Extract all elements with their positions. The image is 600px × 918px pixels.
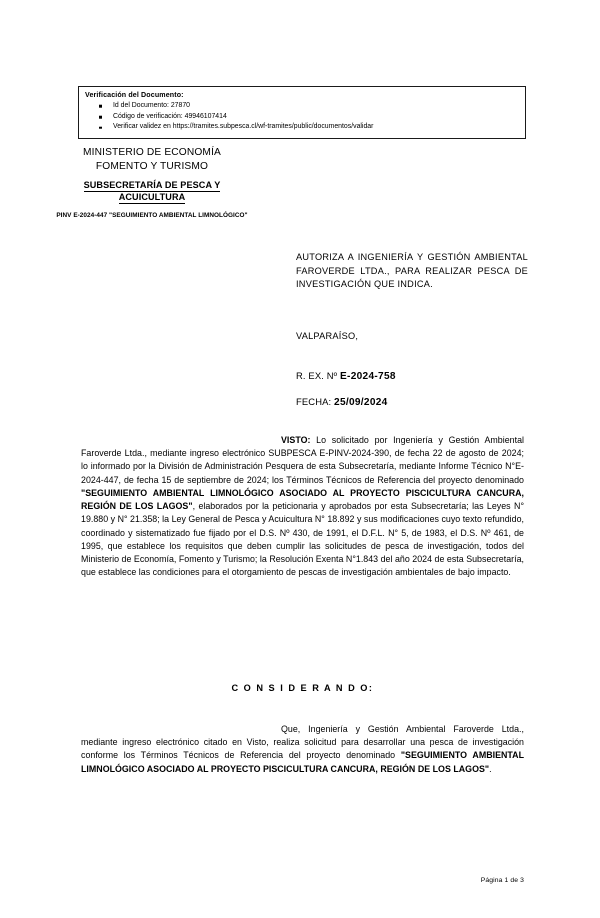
resolution-number-value: E-2024-758: [340, 371, 396, 382]
considerando-text-part-1: Que, Ingeniería y Gestión Ambiental Faroverde Ltda., mediante ingreso electrónico citado en Visto, realiza solicitud para desarrollar una pesca de investigación conforme los Términos Técnicos de Referencia del proyecto denominado: [81, 724, 524, 761]
visto-paragraph: [81, 434, 524, 579]
project-code: PINV E-2024-447 "SEGUIMIENTO AMBIENTAL LIMNOLÓGICO": [56, 211, 248, 219]
resolution-date-label: FECHA:: [296, 396, 332, 407]
resolution-number-label: R. EX. Nº: [296, 370, 338, 381]
subsecretaria-title: [36, 179, 268, 204]
subject-block: AUTORIZA A INGENIERÍA Y GESTIÓN AMBIENTAL FAROVERDE LTDA., PARA REALIZAR PESCA DE INVESTIGACIÓN QUE INDICA.: [296, 252, 528, 290]
considerando-text-part-2: .: [489, 763, 492, 774]
visto-text-part-2: , elaborados por la peticionaria y aprobados por esta Subsecretaría; las Leyes N° 19.880 y N° 21.358; la Ley General de Pesca y Acuicultura N° 18.892 y sus modificaciones cuyo texto refundido, coordinado y sistematizado fue fijado por el D.S. Nº 430, de 1991, el D.F.L. N° 5, de 1983, el D.S. Nº 461, de 1995, que establece los requisitos que deben cumplir las solicitudes de pesca de investigación, todos del Ministerio de Economía, Fomento y Turismo; la Resolución Exenta N°1.843 del año 2024 de esta Subsecretaría, que establece las condiciones para el otorgamiento de pescas de investigación ambientales de bajo impacto.: [81, 501, 524, 578]
bullet-icon: [99, 126, 102, 129]
resolution-number-line: [296, 370, 396, 382]
verification-list: [85, 101, 519, 133]
bullet-icon: [99, 105, 102, 108]
list-item: [85, 122, 519, 133]
considerando-heading: C O N S I D E R A N D O:: [231, 683, 374, 693]
resolution-date-value: 25/09/2024: [334, 397, 388, 408]
considerando-project-title: "SEGUIMIENTO AMBIENTAL LIMNOLÓGICO ASOCIADO AL PROYECTO PISCICULTURA CANCURA, REGIÓN DE LOS LAGOS": [81, 750, 525, 774]
considerando-paragraph: [81, 723, 524, 776]
subsecretaria-line-2: ACUICULTURA: [118, 192, 186, 203]
visto-text-part-1: Lo solicitado por Ingeniería y Gestión Ambiental Faroverde Ltda., mediante ingreso electrónico SUBPESCA E-PINV-2024-390, de fecha 22 de agosto de 2024; lo informado por la División de Administración Pesquera de esta Subsecretaría, mediante Informe Técnico N°E-2024-447, de fecha 15 de septiembre de 2024; los Términos Técnicos de Referencia del proyecto denominado: [81, 435, 524, 485]
list-item: [85, 112, 519, 123]
subsecretaria-line-1: SUBSECRETARÍA DE PESCA Y: [83, 180, 221, 191]
issuance-place: VALPARAÍSO,: [296, 331, 359, 341]
verification-code: Código de verificación: 49946107414: [113, 112, 227, 120]
bullet-icon: [99, 116, 102, 119]
visto-heading: VISTO:: [281, 435, 311, 445]
ministry-line-2: FOMENTO Y TURISMO: [95, 160, 209, 172]
page-indicator: Página 1 de 3: [480, 877, 524, 884]
institutional-header: [36, 146, 268, 220]
ministry-line-1: MINISTERIO DE ECONOMÍA: [82, 147, 221, 158]
verification-title: Verificación del Documento:: [85, 91, 184, 99]
resolution-date-line: [296, 396, 388, 408]
verification-document-id: Id del Documento: 27870: [113, 101, 190, 109]
list-item: [85, 101, 519, 112]
visto-project-title: "SEGUIMIENTO AMBIENTAL LIMNOLÓGICO ASOCIADO AL PROYECTO PISCICULTURA CANCURA, REGIÓN DE LOS LAGOS": [81, 487, 524, 512]
verification-url: Verificar validez en https://tramites.subpesca.cl/wf-tramites/public/documentos/validar: [113, 123, 374, 131]
verification-box: [78, 86, 526, 139]
